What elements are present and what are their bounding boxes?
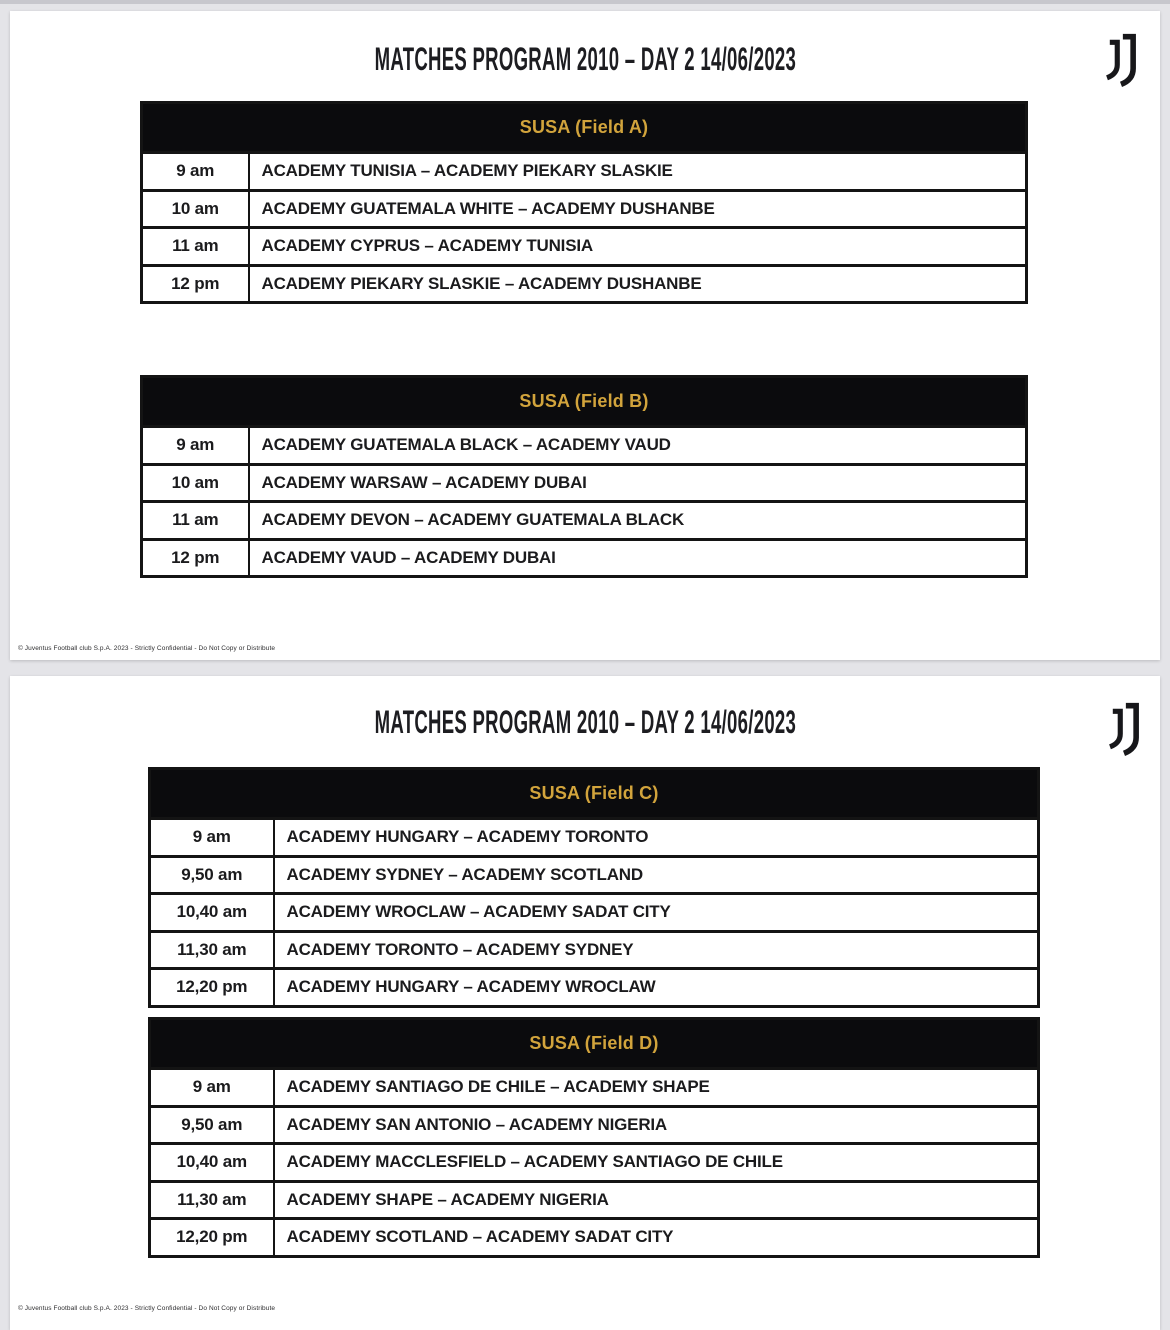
match-cell: ACADEMY DEVON – ACADEMY GUATEMALA BLACK: [249, 502, 1027, 540]
table-row: [142, 464, 1027, 502]
time-cell: 9 am: [150, 819, 274, 857]
time-cell: 9,50 am: [150, 856, 274, 894]
match-cell: ACADEMY WARSAW – ACADEMY DUBAI: [249, 464, 1027, 502]
match-cell: ACADEMY WROCLAW – ACADEMY SADAT CITY: [274, 894, 1039, 932]
match-cell: ACADEMY GUATEMALA BLACK – ACADEMY VAUD: [249, 427, 1027, 465]
match-cell: ACADEMY SHAPE – ACADEMY NIGERIA: [274, 1181, 1039, 1219]
schedule-table-field-d: [148, 1017, 1040, 1258]
table-header-row: [142, 377, 1027, 427]
time-cell: 11 am: [142, 228, 249, 266]
juventus-logo-icon: [1102, 33, 1140, 94]
table-row: [142, 539, 1027, 577]
table-row: [150, 1069, 1039, 1107]
time-cell: 12,20 pm: [150, 1219, 274, 1257]
table-row: [150, 1106, 1039, 1144]
match-cell: ACADEMY SAN ANTONIO – ACADEMY NIGERIA: [274, 1106, 1039, 1144]
match-cell: ACADEMY HUNGARY – ACADEMY TORONTO: [274, 819, 1039, 857]
table-row: [142, 502, 1027, 540]
table-row: [150, 1219, 1039, 1257]
field-header: SUSA (Field C): [150, 769, 1039, 819]
time-cell: 11 am: [142, 502, 249, 540]
match-cell: ACADEMY CYPRUS – ACADEMY TUNISIA: [249, 228, 1027, 266]
time-cell: 10,40 am: [150, 1144, 274, 1182]
time-cell: 12 pm: [142, 539, 249, 577]
table-row: [142, 427, 1027, 465]
time-cell: 12,20 pm: [150, 969, 274, 1007]
time-cell: 10,40 am: [150, 894, 274, 932]
table-row: [150, 1181, 1039, 1219]
schedule-table-field-c: [148, 767, 1040, 1008]
schedule-table-field-a: [140, 101, 1028, 304]
time-cell: 10 am: [142, 190, 249, 228]
match-cell: ACADEMY SCOTLAND – ACADEMY SADAT CITY: [274, 1219, 1039, 1257]
table-row: [142, 153, 1027, 191]
page-1-title-wrap: [10, 41, 1160, 78]
time-cell: 11,30 am: [150, 1181, 274, 1219]
match-cell: ACADEMY TUNISIA – ACADEMY PIEKARY SLASKIE: [249, 153, 1027, 191]
field-header: SUSA (Field D): [150, 1019, 1039, 1069]
schedule-table-field-b: [140, 375, 1028, 578]
table-row: [150, 969, 1039, 1007]
field-header: SUSA (Field B): [142, 377, 1027, 427]
time-cell: 9 am: [150, 1069, 274, 1107]
table-row: [150, 894, 1039, 932]
time-cell: 10 am: [142, 464, 249, 502]
juventus-logo-icon: [1105, 702, 1143, 763]
match-cell: ACADEMY VAUD – ACADEMY DUBAI: [249, 539, 1027, 577]
confidentiality-footer: © Juventus Football club S.p.A. 2023 - Strictly Confidential - Do Not Copy or Distribute: [18, 645, 276, 652]
time-cell: 9,50 am: [150, 1106, 274, 1144]
table-row: [150, 1144, 1039, 1182]
page-2: [10, 676, 1160, 1330]
field-header: SUSA (Field A): [142, 103, 1027, 153]
table-row: [142, 228, 1027, 266]
page-title: MATCHES PROGRAM 2010 – DAY 2 14/06/2023: [374, 704, 796, 740]
time-cell: 9 am: [142, 153, 249, 191]
match-cell: ACADEMY PIEKARY SLASKIE – ACADEMY DUSHANBE: [249, 265, 1027, 303]
time-cell: 9 am: [142, 427, 249, 465]
match-cell: ACADEMY TORONTO – ACADEMY SYDNEY: [274, 931, 1039, 969]
page-title: MATCHES PROGRAM 2010 – DAY 2 14/06/2023: [374, 41, 796, 77]
match-cell: ACADEMY HUNGARY – ACADEMY WROCLAW: [274, 969, 1039, 1007]
table-header-row: [150, 1019, 1039, 1069]
table-row: [142, 190, 1027, 228]
table-row: [150, 931, 1039, 969]
table-row: [142, 265, 1027, 303]
match-cell: ACADEMY MACCLESFIELD – ACADEMY SANTIAGO DE CHILE: [274, 1144, 1039, 1182]
match-cell: ACADEMY GUATEMALA WHITE – ACADEMY DUSHANBE: [249, 190, 1027, 228]
match-cell: ACADEMY SANTIAGO DE CHILE – ACADEMY SHAPE: [274, 1069, 1039, 1107]
table-header-row: [150, 769, 1039, 819]
match-cell: ACADEMY SYDNEY – ACADEMY SCOTLAND: [274, 856, 1039, 894]
page-2-title-wrap: [10, 704, 1160, 741]
page-1: [10, 11, 1160, 660]
table-header-row: [142, 103, 1027, 153]
confidentiality-footer: © Juventus Football club S.p.A. 2023 - Strictly Confidential - Do Not Copy or Distribute: [18, 1305, 276, 1312]
table-row: [150, 856, 1039, 894]
time-cell: 11,30 am: [150, 931, 274, 969]
time-cell: 12 pm: [142, 265, 249, 303]
table-row: [150, 819, 1039, 857]
